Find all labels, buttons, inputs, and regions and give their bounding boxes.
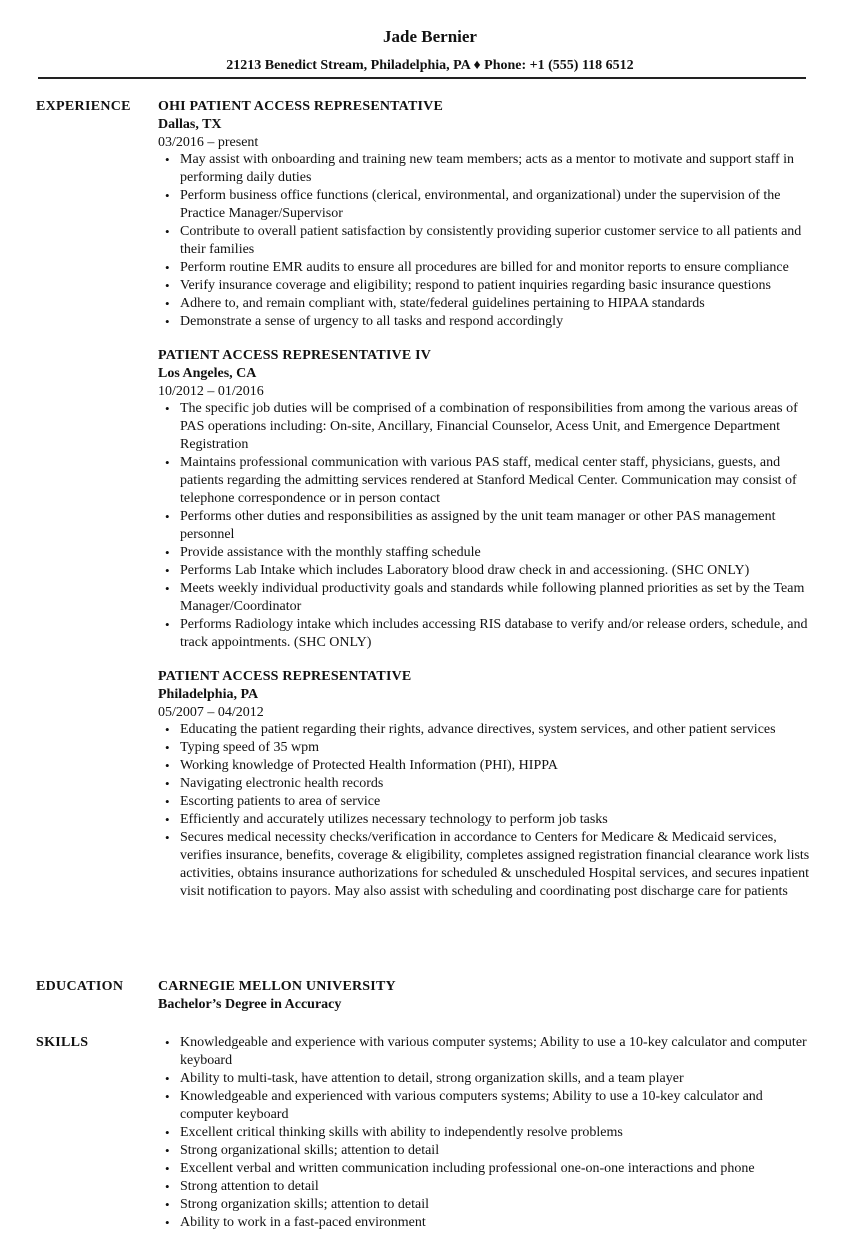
duty-item: • Typing speed of 35 wpm <box>180 739 818 757</box>
skills-list <box>158 1034 818 1232</box>
education-content <box>158 978 818 1014</box>
job-duties <box>158 721 818 901</box>
duty-item: • Efficiently and accurately utilizes necessary technology to perform job tasks <box>180 811 818 829</box>
skill-item: • Excellent critical thinking skills with ability to independently resolve problems <box>180 1124 818 1142</box>
school-name: CARNEGIE MELLON UNIVERSITY <box>158 979 396 994</box>
job-location: Philadelphia, PA <box>158 687 259 702</box>
duty-item: • Performs Radiology intake which includes accessing RIS database to verify and/or release orders, schedule, and track appointments. (SHC ONLY) <box>180 616 818 652</box>
duty-item: • Meets weekly individual productivity goals and standards while following planned priorities as set by the Team Manager/Coordinator <box>180 580 818 616</box>
job-dates: 05/2007 – 04/2012 <box>158 705 264 720</box>
duty-item: • Navigating electronic health records <box>180 775 818 793</box>
job-entry <box>158 347 818 652</box>
skill-item: • Strong attention to detail <box>180 1178 818 1196</box>
job-title: PATIENT ACCESS REPRESENTATIVE <box>158 669 412 684</box>
contact-line: 21213 Benedict Stream, Philadelphia, PA ♦ Phone: +1 (555) 118 6512 <box>226 58 634 73</box>
skills-label: SKILLS <box>36 1035 89 1050</box>
duty-item: • Secures medical necessity checks/verification in accordance to Centers for Medicare & Medicaid services, verifies insurance, benefits, coverage & eligibility, completes assigned registration financial clearance work lists activities, obtains insurance authorizations for scheduled & unscheduled Hospital services, and secures inpatient visit notification to payors. May also assist with scheduling and coordinating post discharge care for patients <box>180 829 818 901</box>
duty-item: • Verify insurance coverage and eligibility; respond to patient inquiries regarding basic insurance questions <box>180 277 818 295</box>
duty-item: • May assist with onboarding and training new team members; acts as a mentor to motivate and support staff in performing daily duties <box>180 151 818 187</box>
job-entry <box>158 668 818 901</box>
degree-name: Bachelor’s Degree in Accuracy <box>158 997 342 1012</box>
job-dates: 10/2012 – 01/2016 <box>158 384 264 399</box>
duty-item: • Escorting patients to area of service <box>180 793 818 811</box>
job-location: Los Angeles, CA <box>158 366 257 381</box>
duty-item: • Working knowledge of Protected Health Information (PHI), HIPPA <box>180 757 818 775</box>
job-duties <box>158 151 818 331</box>
resume-header <box>0 26 860 75</box>
job-title: PATIENT ACCESS REPRESENTATIVE IV <box>158 348 432 363</box>
job-dates: 03/2016 – present <box>158 135 259 150</box>
skill-item: • Ability to multi-task, have attention to detail, strong organization skills, and a team player <box>180 1070 818 1088</box>
duty-item: • Perform business office functions (clerical, environmental, and organizational) under the supervision of the Practice Manager/Supervisor <box>180 187 818 223</box>
job-location: Dallas, TX <box>158 117 222 132</box>
skills-content <box>158 1034 818 1232</box>
skill-item: • Strong organizational skills; attention to detail <box>180 1142 818 1160</box>
header-divider <box>38 77 806 79</box>
skill-item: • Knowledgeable and experience with various computer systems; Ability to use a 10-key calculator and computer keyboard <box>180 1034 818 1070</box>
skill-item: • Excellent verbal and written communication including professional one-on-one interactions and phone <box>180 1160 818 1178</box>
duty-item: • Performs Lab Intake which includes Laboratory blood draw check in and accessioning. (SHC ONLY) <box>180 562 818 580</box>
job-entry <box>158 98 818 331</box>
duty-item: • Educating the patient regarding their rights, advance directives, system services, and other patient services <box>180 721 818 739</box>
candidate-name: Jade Bernier <box>383 27 477 46</box>
education-label: EDUCATION <box>36 979 124 994</box>
duty-item: • Provide assistance with the monthly staffing schedule <box>180 544 818 562</box>
duty-item: • Maintains professional communication with various PAS staff, medical center staff, physicians, guests, and patients regarding the admitting services rendered at Stanford Medical Center. Communication may consist of telephone correspondence or in person contact <box>180 454 818 508</box>
duty-item: • Adhere to, and remain compliant with, state/federal guidelines pertaining to HIPAA standards <box>180 295 818 313</box>
duty-item: • Demonstrate a sense of urgency to all tasks and respond accordingly <box>180 313 818 331</box>
skill-item: • Ability to work in a fast-paced environment <box>180 1214 818 1232</box>
experience-content <box>158 98 818 917</box>
duty-item: • Perform routine EMR audits to ensure all procedures are billed for and monitor reports to ensure compliance <box>180 259 818 277</box>
job-duties <box>158 400 818 652</box>
duty-item: • The specific job duties will be comprised of a combination of responsibilities from among the various areas of PAS operations including: On-site, Ancillary, Financial Counselor, Acess Unit, and Emergence Department Registration <box>180 400 818 454</box>
skill-item: • Strong organization skills; attention to detail <box>180 1196 818 1214</box>
skill-item: • Knowledgeable and experienced with various computers systems; Ability to use a 10-key calculator and computer keyboard <box>180 1088 818 1124</box>
experience-label: EXPERIENCE <box>36 99 131 114</box>
job-title: OHI PATIENT ACCESS REPRESENTATIVE <box>158 99 443 114</box>
duty-item: • Performs other duties and responsibilities as assigned by the unit team manager or other PAS management personnel <box>180 508 818 544</box>
duty-item: • Contribute to overall patient satisfaction by consistently providing superior customer service to all patients and their families <box>180 223 818 259</box>
